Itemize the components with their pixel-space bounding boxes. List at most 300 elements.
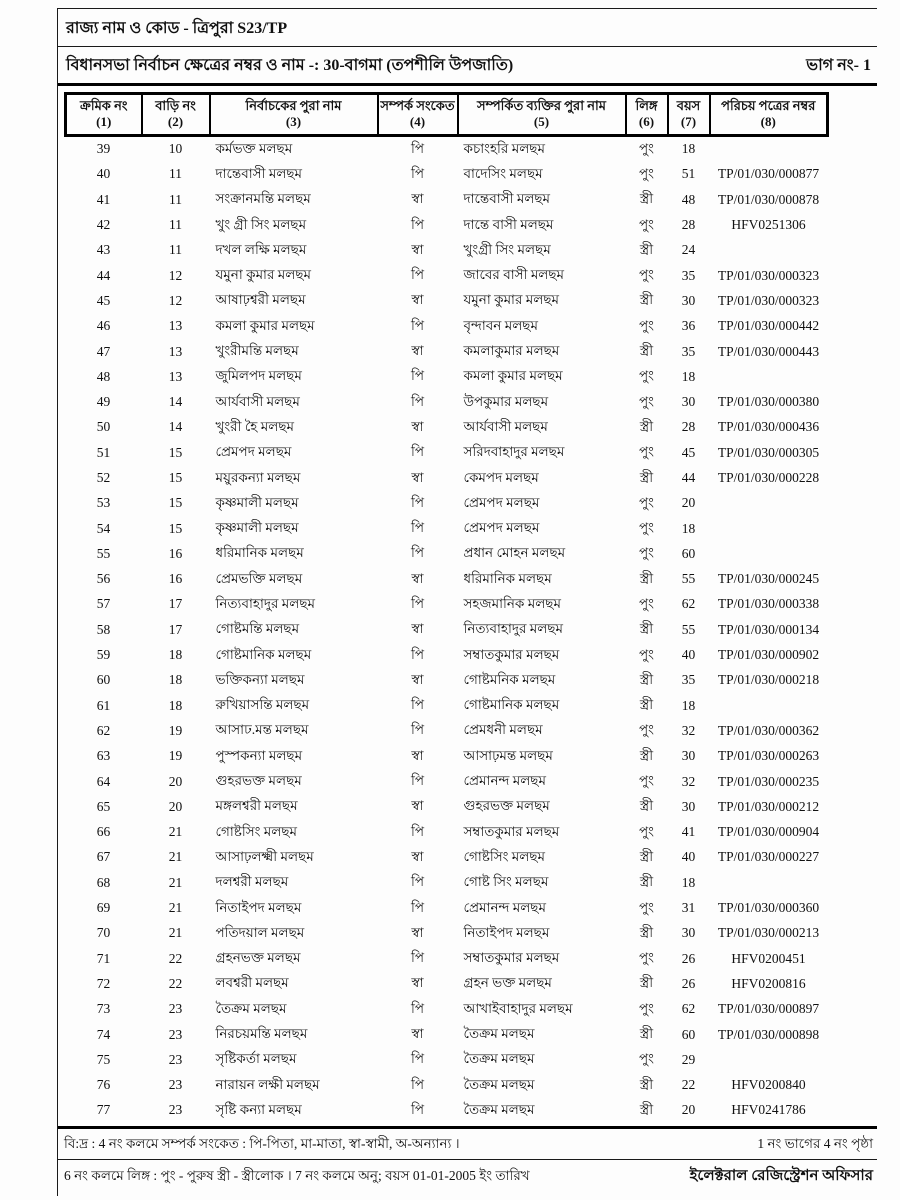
age: 35 bbox=[681, 267, 696, 283]
relation-code: পি bbox=[410, 165, 425, 181]
id-number: TP/01/030/000878 bbox=[717, 191, 820, 207]
relation-code: স্বা bbox=[411, 1026, 424, 1042]
voter-name: কৃষ্ণমালী মলছম bbox=[215, 494, 299, 510]
voter-name: দান্তেবাসী মলছম bbox=[215, 165, 303, 181]
voter-table-body bbox=[66, 135, 828, 1123]
gender: পুং bbox=[639, 520, 654, 536]
voter-name: প্রেমভক্তি মলছম bbox=[215, 570, 303, 586]
voter-name: দখল লক্ষি মলছম bbox=[215, 241, 307, 257]
age: 55 bbox=[681, 571, 696, 587]
relation-code: পি bbox=[410, 595, 425, 611]
house-no: 13 bbox=[168, 368, 183, 384]
relation-code: পি bbox=[410, 950, 425, 966]
id-number: TP/01/030/000897 bbox=[717, 1001, 820, 1017]
id-number: TP/01/030/000436 bbox=[717, 419, 820, 435]
part-number: ভাগ নং- 1 bbox=[806, 57, 871, 74]
table-row bbox=[66, 567, 828, 592]
page-frame bbox=[57, 8, 877, 1196]
house-no: 18 bbox=[168, 672, 183, 688]
table-row bbox=[66, 997, 828, 1022]
table-row bbox=[66, 364, 828, 389]
relative-name: নিতাইপদ মলছম bbox=[463, 924, 550, 940]
voter-serial: 76 bbox=[96, 1077, 111, 1093]
age: 18 bbox=[681, 520, 696, 536]
voter-serial: 39 bbox=[96, 141, 111, 157]
relative-name: কমলাকুমার মলছম bbox=[463, 343, 560, 359]
relative-name: বাদেসিং মলছম bbox=[463, 165, 543, 181]
relation-code: স্বা bbox=[411, 975, 424, 991]
registration-officer-title: ইলেক্টরাল রেজিস্ট্রেশন অফিসার bbox=[689, 1168, 873, 1184]
voter-name: গ্রহনভক্ত মলছম bbox=[215, 950, 301, 966]
id-number: TP/01/030/000362 bbox=[717, 722, 820, 738]
voter-name: গোষ্টমন্তি মলছম bbox=[215, 621, 300, 637]
voter-serial: 41 bbox=[96, 191, 111, 207]
relation-code: স্বা bbox=[411, 621, 424, 637]
voter-name: পুস্পকন্যা মলছম bbox=[215, 747, 303, 763]
relation-code: স্বা bbox=[411, 292, 424, 308]
col-house-no: বাড়ি নং (2) bbox=[142, 94, 210, 136]
id-number bbox=[710, 491, 828, 516]
relative-name: আর্যবাসী মলছম bbox=[463, 418, 548, 434]
voter-name: কর্মভক্ত মলছম bbox=[215, 140, 293, 156]
table-row bbox=[66, 135, 828, 162]
gender: পুং bbox=[639, 899, 654, 915]
table-row bbox=[66, 314, 828, 339]
voter-name: মঙ্গলশ্বরী মলছম bbox=[215, 798, 298, 814]
col-elector-name: নির্বাচকের পুরা নাম (3) bbox=[210, 94, 378, 136]
relative-name: আসাঢ়মন্ত মলছম bbox=[463, 747, 553, 763]
table-row bbox=[66, 162, 828, 187]
table-row bbox=[66, 642, 828, 667]
age: 51 bbox=[681, 166, 696, 182]
relation-code: স্বা bbox=[411, 671, 424, 687]
table-row bbox=[66, 668, 828, 693]
id-number: TP/01/030/000443 bbox=[717, 343, 820, 359]
age: 60 bbox=[681, 545, 696, 561]
house-no: 23 bbox=[168, 1051, 183, 1067]
gender: স্ত্রী bbox=[639, 1076, 654, 1092]
voter-name: আসাঢ.মন্ত মলছম bbox=[215, 722, 309, 738]
table-row bbox=[66, 440, 828, 465]
voter-name: নিরচয়মন্তি মলছম bbox=[215, 1026, 308, 1042]
voter-serial: 63 bbox=[96, 748, 111, 764]
voter-serial: 53 bbox=[96, 495, 111, 511]
id-number: TP/01/030/000227 bbox=[717, 849, 820, 865]
voter-serial: 42 bbox=[96, 217, 111, 233]
age: 44 bbox=[681, 470, 696, 485]
voter-name: রুখিয়াসন্তি মলছম bbox=[215, 697, 310, 713]
age: 31 bbox=[681, 900, 696, 916]
id-number bbox=[710, 1047, 828, 1072]
gender: পুং bbox=[639, 140, 654, 156]
table-row bbox=[66, 1047, 828, 1072]
age: 62 bbox=[681, 596, 696, 612]
gender: স্ত্রী bbox=[639, 798, 654, 814]
house-no: 13 bbox=[168, 343, 183, 359]
relation-code: পি bbox=[410, 520, 425, 536]
table-row bbox=[66, 541, 828, 566]
relation-code: পি bbox=[410, 267, 425, 283]
house-no: 10 bbox=[168, 141, 183, 157]
age: 30 bbox=[681, 798, 696, 814]
relation-code: স্বা bbox=[411, 848, 424, 864]
voter-name: সৃষ্টিকর্তা মলছম bbox=[215, 1051, 297, 1067]
voter-serial: 65 bbox=[96, 798, 111, 814]
relation-code: স্বা bbox=[411, 747, 424, 763]
table-row bbox=[66, 744, 828, 769]
voter-serial: 60 bbox=[96, 672, 111, 688]
gender: স্ত্রী bbox=[639, 924, 654, 940]
id-number: HFV0251306 bbox=[731, 217, 806, 233]
gender: পুং bbox=[639, 393, 654, 409]
house-no: 21 bbox=[168, 824, 183, 840]
house-no: 19 bbox=[168, 748, 183, 764]
id-number: TP/01/030/000338 bbox=[717, 596, 820, 612]
house-no: 12 bbox=[168, 292, 183, 308]
id-number bbox=[710, 516, 828, 541]
age: 30 bbox=[681, 394, 696, 410]
voter-table-header bbox=[66, 94, 828, 136]
state-name-code: রাজ্য নাম ও কোড - ত্রিপুরা S23/TP bbox=[58, 9, 877, 47]
house-no: 15 bbox=[168, 444, 183, 460]
age: 30 bbox=[681, 748, 696, 764]
constituency-name: বিধানসভা নির্বাচন ক্ষেত্রের নম্বর ও নাম -: 30-বাগমা (তপশীলি উপজাতি) bbox=[66, 57, 514, 74]
age: 55 bbox=[681, 621, 696, 637]
age: 41 bbox=[681, 824, 696, 840]
gender: পুং bbox=[639, 267, 654, 283]
table-row bbox=[66, 1098, 828, 1123]
relative-name: প্রেমানন্দ মলছম bbox=[463, 773, 546, 789]
voter-table bbox=[64, 92, 829, 1123]
table-row bbox=[66, 794, 828, 819]
house-no: 16 bbox=[168, 571, 183, 587]
age: 24 bbox=[681, 242, 696, 258]
voter-serial: 61 bbox=[96, 697, 111, 713]
voter-name: যমুনা কুমার মলছম bbox=[215, 267, 312, 283]
gender: পুং bbox=[639, 317, 654, 333]
voter-serial: 52 bbox=[96, 470, 111, 485]
id-number: TP/01/030/000228 bbox=[717, 470, 820, 485]
relative-name: কচাংহরি মলছম bbox=[463, 140, 545, 156]
house-no: 23 bbox=[168, 1077, 183, 1093]
age: 18 bbox=[681, 874, 696, 890]
table-row bbox=[66, 491, 828, 516]
voter-serial: 57 bbox=[96, 596, 111, 612]
table-row bbox=[66, 921, 828, 946]
voter-serial: 69 bbox=[96, 900, 111, 916]
id-number: TP/01/030/000380 bbox=[717, 394, 820, 410]
voter-name: ময়ুরকন্যা মলছম bbox=[215, 469, 301, 485]
id-number: TP/01/030/000213 bbox=[717, 925, 820, 941]
gender: স্ত্রী bbox=[639, 292, 654, 308]
gender: স্ত্রী bbox=[639, 570, 654, 586]
house-no: 22 bbox=[168, 950, 183, 966]
id-number bbox=[710, 541, 828, 566]
voter-serial: 70 bbox=[96, 925, 111, 941]
gender: স্ত্রী bbox=[639, 621, 654, 637]
age: 30 bbox=[681, 292, 696, 308]
relative-name: আখাইবাহাদুর মলছম bbox=[463, 1000, 573, 1016]
gender: স্ত্রী bbox=[639, 1101, 654, 1117]
relative-name: তৈক্রম মলছম bbox=[463, 1051, 535, 1067]
id-number: TP/01/030/000235 bbox=[717, 773, 820, 789]
voter-serial: 68 bbox=[96, 874, 111, 890]
house-no: 13 bbox=[168, 318, 183, 334]
relation-code: পি bbox=[410, 368, 425, 384]
gender: স্ত্রী bbox=[639, 975, 654, 991]
voter-serial: 74 bbox=[96, 1026, 111, 1042]
gender: স্ত্রী bbox=[639, 697, 654, 713]
voter-serial: 46 bbox=[96, 318, 111, 334]
house-no: 22 bbox=[168, 975, 183, 991]
id-number: TP/01/030/000263 bbox=[717, 748, 820, 764]
relation-code: পি bbox=[410, 444, 425, 460]
table-row bbox=[66, 617, 828, 642]
house-no: 18 bbox=[168, 647, 183, 663]
gender: স্ত্রী bbox=[639, 343, 654, 359]
relative-name: প্রেমপদ মলছম bbox=[463, 494, 540, 510]
gender: পুং bbox=[639, 595, 654, 611]
age: 35 bbox=[681, 672, 696, 688]
gender: স্ত্রী bbox=[639, 191, 654, 207]
id-number: TP/01/030/000877 bbox=[717, 166, 820, 182]
relation-code: পি bbox=[410, 1000, 425, 1016]
relative-name: দান্তে বাসী মলছম bbox=[463, 216, 554, 232]
relative-name: কেমপদ মলছম bbox=[463, 469, 539, 485]
voter-serial: 66 bbox=[96, 824, 111, 840]
relative-name: গোষ্টমানিক মলছম bbox=[463, 697, 560, 713]
table-row bbox=[66, 895, 828, 920]
house-no: 11 bbox=[169, 242, 182, 258]
age: 32 bbox=[681, 722, 696, 738]
voter-name: নিত্যবাহাদুর মলছম bbox=[215, 595, 316, 611]
relative-name: সহজমানিক মলছম bbox=[463, 595, 561, 611]
house-no: 21 bbox=[168, 925, 183, 941]
house-no: 15 bbox=[168, 470, 183, 485]
gender: পুং bbox=[639, 494, 654, 510]
gender: পুং bbox=[639, 722, 654, 738]
table-row bbox=[66, 389, 828, 414]
relative-name: প্রধান মোহন মলছম bbox=[463, 545, 566, 561]
relation-code: পি bbox=[410, 874, 425, 890]
gender: পুং bbox=[639, 646, 654, 662]
voter-serial: 59 bbox=[96, 647, 111, 663]
voter-name: কমলা কুমার মলছম bbox=[215, 317, 315, 333]
relation-code: পি bbox=[410, 317, 425, 333]
house-no: 12 bbox=[168, 267, 183, 283]
age: 28 bbox=[681, 217, 696, 233]
voter-serial: 43 bbox=[96, 242, 111, 258]
id-number: TP/01/030/000134 bbox=[717, 621, 820, 637]
table-row bbox=[66, 415, 828, 440]
relation-code: পি bbox=[410, 1101, 425, 1117]
gender: স্ত্রী bbox=[639, 241, 654, 257]
age: 60 bbox=[681, 1026, 696, 1042]
col-gender: লিঙ্গ (6) bbox=[626, 94, 668, 136]
relative-name: প্রেমপদ মলছম bbox=[463, 520, 540, 536]
gender: স্ত্রী bbox=[639, 418, 654, 434]
table-row bbox=[66, 212, 828, 237]
gender: স্ত্রী bbox=[639, 874, 654, 890]
voter-name: ভক্তিকন্যা মলছম bbox=[215, 671, 305, 687]
col-age: বয়স (7) bbox=[668, 94, 710, 136]
table-row bbox=[66, 870, 828, 895]
voter-serial: 71 bbox=[96, 950, 111, 966]
age: 18 bbox=[681, 697, 696, 713]
voter-name: দলশ্বরী মলছম bbox=[215, 874, 289, 890]
table-row bbox=[66, 238, 828, 263]
table-row bbox=[66, 592, 828, 617]
relative-name: গোষ্টসিং মলছম bbox=[463, 848, 546, 864]
id-number: HFV0200816 bbox=[731, 975, 806, 991]
house-no: 15 bbox=[168, 520, 183, 536]
col-serial-no: ক্রমিক নং (1) bbox=[66, 94, 142, 136]
voter-name: আষাঢ়শ্বরী মলছম bbox=[215, 292, 306, 308]
voter-serial: 77 bbox=[96, 1102, 111, 1118]
voter-serial: 67 bbox=[96, 849, 111, 865]
house-no: 11 bbox=[169, 191, 182, 207]
age: 40 bbox=[681, 647, 696, 663]
gender: পুং bbox=[639, 1000, 654, 1016]
relation-code: পি bbox=[410, 823, 425, 839]
house-no: 16 bbox=[168, 545, 183, 561]
table-row bbox=[66, 946, 828, 971]
id-number: TP/01/030/000360 bbox=[717, 900, 820, 916]
table-row bbox=[66, 263, 828, 288]
gender: স্ত্রী bbox=[639, 1026, 654, 1042]
constituency-header bbox=[58, 47, 877, 86]
table-row bbox=[66, 1072, 828, 1097]
voter-serial: 73 bbox=[96, 1001, 111, 1017]
gender: পুং bbox=[639, 1051, 654, 1067]
table-row bbox=[66, 187, 828, 212]
relation-code: স্বা bbox=[411, 241, 424, 257]
relative-name: উপকুমার মলছম bbox=[463, 393, 549, 409]
gender: পুং bbox=[639, 545, 654, 561]
voter-serial: 54 bbox=[96, 520, 111, 536]
voter-name: জুমিলপদ মলছম bbox=[215, 368, 302, 384]
house-no: 23 bbox=[168, 1026, 183, 1042]
voter-serial: 40 bbox=[96, 166, 111, 182]
relation-code: স্বা bbox=[411, 343, 424, 359]
relation-code: পি bbox=[410, 722, 425, 738]
house-no: 20 bbox=[168, 798, 183, 814]
age: 62 bbox=[681, 1001, 696, 1017]
house-no: 11 bbox=[169, 166, 182, 182]
id-number bbox=[710, 364, 828, 389]
table-row bbox=[66, 769, 828, 794]
relative-name: নিত্যবাহাদুর মলছম bbox=[463, 621, 564, 637]
table-row bbox=[66, 845, 828, 870]
voter-serial: 62 bbox=[96, 722, 111, 738]
gender: স্ত্রী bbox=[639, 848, 654, 864]
voter-name: পতিদয়াল মলছম bbox=[215, 924, 305, 940]
age: 32 bbox=[681, 773, 696, 789]
voter-name: তৈক্রম মলছম bbox=[215, 1000, 287, 1016]
voter-serial: 56 bbox=[96, 571, 111, 587]
gender: পুং bbox=[639, 444, 654, 460]
gender: স্ত্রী bbox=[639, 747, 654, 763]
age: 30 bbox=[681, 925, 696, 941]
house-no: 19 bbox=[168, 722, 183, 738]
relation-code: পি bbox=[410, 140, 425, 156]
relative-name: খুংগ্রী সিং মলছম bbox=[463, 241, 551, 257]
voter-name: নারায়ন লক্ষী মলছম bbox=[215, 1076, 320, 1092]
id-number bbox=[710, 238, 828, 263]
house-no: 14 bbox=[168, 419, 183, 435]
voter-serial: 47 bbox=[96, 343, 111, 359]
col-relation-code: সম্পর্ক সংকেত (4) bbox=[378, 94, 458, 136]
id-number: TP/01/030/000212 bbox=[717, 798, 820, 814]
relative-name: বৃন্দাবন মলছম bbox=[463, 317, 538, 333]
id-number: TP/01/030/000902 bbox=[717, 647, 820, 663]
voter-name: কৃষ্ণমালী মলছম bbox=[215, 520, 299, 536]
relation-code: পি bbox=[410, 697, 425, 713]
age: 18 bbox=[681, 368, 696, 384]
voter-serial: 55 bbox=[96, 545, 111, 561]
relative-name: কমলা কুমার মলছম bbox=[463, 368, 563, 384]
house-no: 21 bbox=[168, 849, 183, 865]
page-footer bbox=[58, 1126, 877, 1192]
relation-code: পি bbox=[410, 216, 425, 232]
relative-name: জাবের বাসী মলছম bbox=[463, 267, 565, 283]
house-no: 17 bbox=[168, 596, 183, 612]
table-row bbox=[66, 465, 828, 490]
relation-code: স্বা bbox=[411, 469, 424, 485]
relation-code: পি bbox=[410, 494, 425, 510]
relative-name: গোষ্টমনিক মলছম bbox=[463, 671, 556, 687]
voter-name: খুংরীমন্তি মলছম bbox=[215, 343, 299, 359]
age: 48 bbox=[681, 191, 696, 207]
relative-name: সম্বাতকুমার মলছম bbox=[463, 950, 560, 966]
voter-name: খুংরী হৈ মলছম bbox=[215, 418, 294, 434]
age: 45 bbox=[681, 444, 696, 460]
relative-name: গুহরভক্ত মলছম bbox=[463, 798, 550, 814]
id-number: TP/01/030/000898 bbox=[717, 1026, 820, 1042]
age: 29 bbox=[681, 1051, 696, 1067]
relation-code: পি bbox=[410, 393, 425, 409]
voter-name: সৃষ্টি কন্যা মলছম bbox=[215, 1101, 302, 1117]
relative-name: ধরিমানিক মলছম bbox=[463, 570, 552, 586]
age: 40 bbox=[681, 849, 696, 865]
voter-serial: 48 bbox=[96, 368, 111, 384]
house-no: 17 bbox=[168, 621, 183, 637]
relation-code: স্বা bbox=[411, 798, 424, 814]
house-no: 11 bbox=[169, 217, 182, 233]
house-no: 21 bbox=[168, 874, 183, 890]
relative-name: সরিদবাহাদুর মলছম bbox=[463, 444, 565, 460]
voter-name: আর্যবাসী মলছম bbox=[215, 393, 300, 409]
relation-code: স্বা bbox=[411, 418, 424, 434]
age: 20 bbox=[681, 1102, 696, 1118]
table-row bbox=[66, 693, 828, 718]
gender: স্ত্রী bbox=[639, 671, 654, 687]
gender: পুং bbox=[639, 368, 654, 384]
table-row bbox=[66, 288, 828, 313]
relation-code: পি bbox=[410, 899, 425, 915]
gender: স্ত্রী bbox=[639, 469, 654, 485]
id-number: TP/01/030/000245 bbox=[717, 571, 820, 587]
age: 36 bbox=[681, 318, 696, 334]
relative-name: সম্বাতকুমার মলছম bbox=[463, 646, 560, 662]
table-row bbox=[66, 820, 828, 845]
gender: পুং bbox=[639, 165, 654, 181]
id-number bbox=[710, 870, 828, 895]
voter-serial: 51 bbox=[96, 444, 111, 460]
house-no: 21 bbox=[168, 900, 183, 916]
voter-serial: 50 bbox=[96, 419, 111, 435]
voter-name: গোষ্টসিং মলছম bbox=[215, 823, 298, 839]
